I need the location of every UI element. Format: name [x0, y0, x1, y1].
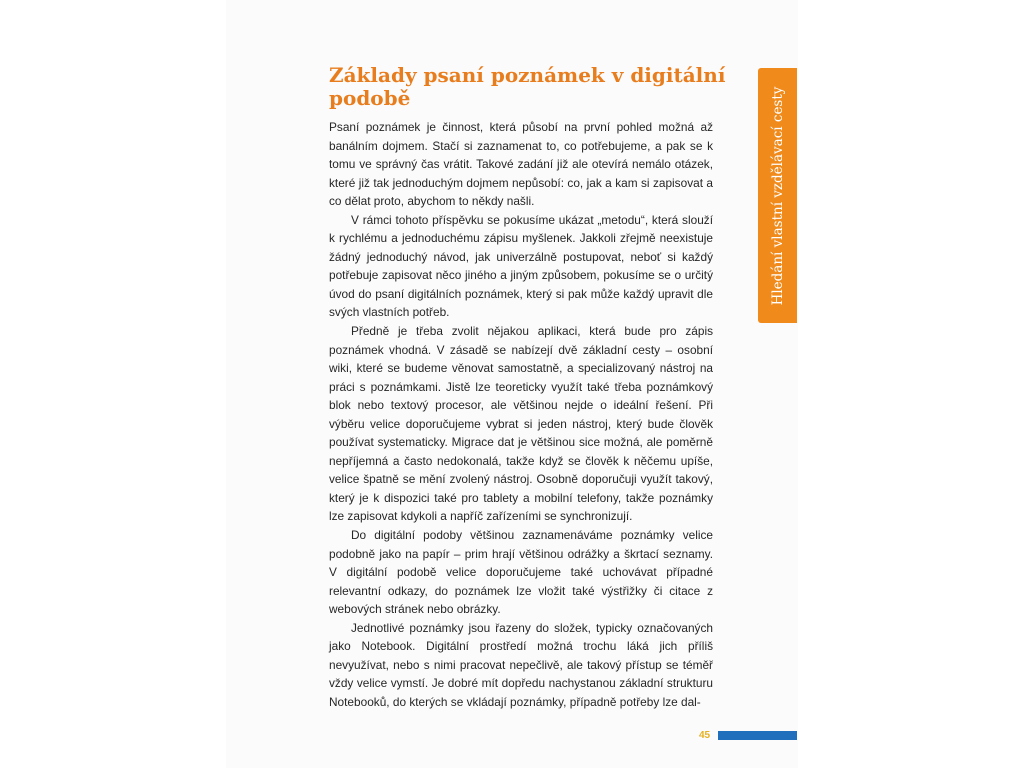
paragraph: Do digitální podoby většinou zaznamenáváme poznámky velice podobně jako na papír – prim hrají většinou odrážky a škrtací seznamy. V digitální podobě velice doporučujeme také uchovávat případné relevantní odkazy, do poznámek lze vložit také výstřižky či citace z webových stránek nebo obrázky. — [329, 528, 713, 617]
body-text — [329, 118, 713, 712]
chapter-side-tab — [758, 68, 797, 323]
paragraph: Předně je třeba zvolit nějakou aplikaci, která bude pro zápis poznámek vhodná. V zásadě se nabízejí dvě základní cesty – osobní wiki, které se budeme věnovat samostatně, a specializovaný nástroj na práci s poznámkami. Jistě lze teoreticky využít také třeba poznámkový blok nebo textový procesor, ale většinou nejde o ideální řešení. Při výběru velice doporučujeme vybrat si jeden nástroj, který bude člověk používat systematicky. Migrace dat je většinou sice možná, ale poměrně nepříjemná a často nedokonalá, takže když se člověk k něčemu upíše, velice špatně se mění zvolený nástroj. Osobně doporučuji využít takový, který je k dispozici také pro tablety a mobilní telefony, takže poznámky lze zapisovat kdykoli a napříč zařízeními se synchronizují. — [329, 324, 713, 524]
paragraph: Jednotlivé poznámky jsou řazeny do složek, typicky označovaných jako Notebook. Digitální prostředí možná trochu láká jich příliš nevyužívat, nebo s nimi pracovat nepečlivě, ale takový přístup se téměř vždy velice vymstí. Je dobré mít dopředu nachystanou základní strukturu Notebooků, do kterých se vkládají poznámky, případně potřeby lze dal- — [329, 620, 713, 709]
page-number: 45 — [699, 730, 711, 741]
paragraph: V rámci tohoto příspěvku se pokusíme ukázat „metodu“, která slouží k rychlému a jednoduchému zápisu myšlenek. Jakkoli zřejmě neexistuje žádný jednoduchý návod, jak univerzálně postupovat, neboť si každý potřebuje zapisovat něco jiného a jiným způsobem, pokusíme se o určitý úvod do psaní digitálních poznámek, který si pak může každý upravit dle svých vlastních potřeb. — [329, 212, 713, 320]
footer-bar — [718, 731, 797, 740]
paragraph: Psaní poznámek je činnost, která působí na první pohled možná až banálním dojmem. Stačí si zaznamenat to, co potřebujeme, a pak se k tomu ve správný čas vrátit. Takové zadání již ale otevírá nemálo otázek, které již tak jednoduchým dojmem nepůsobí: co, jak a kam si zapisovat a co dělat proto, abychom to někdy našli. — [329, 120, 713, 209]
page-title: Základy psaní poznámek v digitální podobě — [329, 63, 726, 110]
chapter-side-tab-label: Hledání vlastní vzdělávací cesty — [769, 86, 786, 305]
